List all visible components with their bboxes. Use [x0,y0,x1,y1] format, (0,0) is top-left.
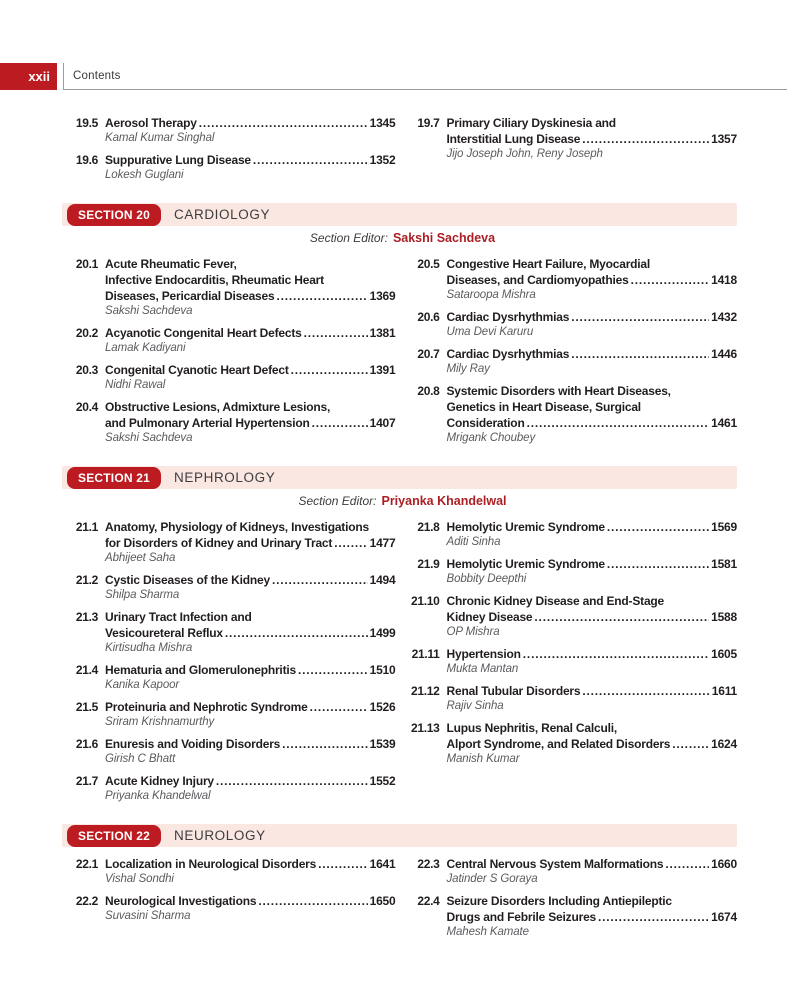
entry-number: 21.11 [411,647,440,661]
entry-body [105,256,396,318]
entry-page-number: 1660 [711,857,737,871]
dot-leader [258,893,367,909]
entry-author: Kirtisudha Mishra [105,642,193,654]
entry-number: 21.7 [75,774,98,788]
entry-page-number: 1499 [369,626,396,640]
entry-page-number: 1650 [369,894,396,908]
section-21-title: NEPHROLOGY [174,470,276,485]
entry-author: Vishal Sondhi [105,873,174,885]
entry-author: Sakshi Sachdeva [105,305,193,317]
entry-author: Rajiv Sinha [446,700,504,712]
dot-leader [607,556,709,572]
section-21-chip: SECTION 21 [67,467,161,489]
entry-body [105,773,396,803]
entry-title-text: Cardiac Dysrhythmias [446,347,570,361]
entry-title-line: Lupus Nephritis, Renal Calculi, [446,721,617,735]
entry-title-line [447,736,738,752]
section-19-left-column [68,115,396,189]
entry-body [447,256,738,302]
toc-content [0,90,787,946]
section-21 [68,466,737,810]
dot-leader [272,572,368,588]
entry-page-number: 1381 [369,326,396,340]
entry-number: 20.6 [417,310,440,324]
section-21-right-column [410,519,738,810]
dot-leader [571,346,709,362]
entry-page-number: 1581 [711,557,737,571]
toc-entry [68,736,396,766]
entry-page-number: 1611 [711,684,737,698]
entry-author: Priyanka Khandelwal [105,790,211,802]
entry-title-line [105,625,396,641]
toc-entry [410,309,738,339]
entry-author: Nidhi Rawal [105,379,166,391]
entry-author: Sriram Krishnamurthy [105,716,215,728]
toc-entry [410,346,738,376]
entry-number: 21.3 [75,610,98,624]
entry-page-number: 1352 [369,153,396,167]
entry-body [105,362,396,392]
entry-title-text: Vesicoureteral Reflux [105,626,223,640]
entry-page-number: 1357 [711,132,737,146]
section-editor-prefix: Section Editor: [298,494,377,508]
entry-title-text: Neurological Investigations [105,894,257,908]
section-editor-name: Sakshi Sachdeva [392,231,496,245]
toc-entry [410,115,738,161]
entry-title-text: Kidney Disease [446,610,533,624]
section-22-left-column [68,856,396,946]
entry-title-text: Renal Tubular Disorders [446,684,581,698]
entry-title-line: Obstructive Lesions, Admixture Lesions, [105,400,331,414]
entry-page-number: 1588 [711,610,737,624]
dot-leader [310,699,368,715]
entry-page-number: 1552 [369,774,396,788]
entry-title-text: Consideration [446,416,525,430]
entry-title-line [447,856,738,872]
section-22-right-column [410,856,738,946]
entry-author: Kanika Kapoor [105,679,180,691]
toc-entry [68,699,396,729]
section-20-chip: SECTION 20 [67,204,161,226]
entry-body [105,699,396,729]
entry-author: Mukta Mantan [446,663,519,675]
entry-number: 21.12 [410,684,440,698]
entry-page-number: 1407 [369,416,396,430]
section-21-band [62,466,737,489]
entry-title-line [105,115,396,131]
entry-title-line [105,893,396,909]
entry-page-number: 1461 [711,416,737,430]
entry-body [105,856,396,886]
section-20-left-column [68,256,396,452]
entry-title-text: Acyanotic Congenital Heart Defects [105,326,302,340]
section-22-band [62,824,737,847]
section-21-columns [68,519,737,810]
entry-title-line [447,131,738,147]
entry-title-text: Hemolytic Uremic Syndrome [446,520,605,534]
entry-title-text: Diseases, and Cardiomyopathies [446,273,629,287]
entry-title-line: Infective Endocarditis, Rheumatic Heart [105,273,324,287]
entry-page-number: 1674 [711,910,737,924]
entry-title-text: Cardiac Dysrhythmias [446,310,570,324]
entry-body [447,383,738,445]
entry-title-text: and Pulmonary Arterial Hypertension [105,416,310,430]
entry-author: OP Mishra [446,626,500,638]
toc-entry [68,325,396,355]
dot-leader [582,683,709,699]
page-header [0,63,787,90]
entry-body [105,609,396,655]
entry-title-line: Acute Rheumatic Fever, [105,257,237,271]
section-22 [68,824,737,946]
entry-title-line [447,556,738,572]
entry-number: 19.5 [75,116,98,130]
entry-page-number: 1345 [369,116,396,130]
entry-author: Jijo Joseph John, Reny Joseph [446,148,603,160]
entry-body [447,856,738,886]
section-editor-prefix: Section Editor: [309,231,388,245]
entry-title-text: Hematuria and Glomerulonephritis [105,663,296,677]
entry-author: Uma Devi Karuru [446,326,534,338]
entry-body [105,519,396,565]
entry-title-line [105,773,396,789]
entry-title-text: Hypertension [446,647,521,661]
toc-entry [68,609,396,655]
entry-title-text: Proteinuria and Nephrotic Syndrome [105,700,308,714]
entry-title-line [447,609,738,625]
entry-title-text: Enuresis and Voiding Disorders [105,737,281,751]
entry-body [105,736,396,766]
dot-leader [282,736,367,752]
entry-body [105,572,396,602]
entry-author: Shilpa Sharma [105,589,180,601]
entry-number: 20.4 [75,400,98,414]
entry-body [105,115,396,145]
entry-title-line [447,346,738,362]
entry-page-number: 1477 [369,536,396,550]
toc-entry [68,856,396,886]
entry-title-line [447,909,738,925]
toc-entry [410,519,738,549]
dot-leader [298,662,368,678]
dot-leader [199,115,368,131]
dot-leader [534,609,709,625]
dot-leader [672,736,709,752]
toc-entry [410,720,738,766]
running-head [63,63,787,90]
entry-title-text: Acute Kidney Injury [105,774,214,788]
dot-leader [598,909,709,925]
entry-author: Bobbity Deepthi [446,573,527,585]
entry-author: Lokesh Guglani [105,169,184,181]
entry-number: 20.2 [75,326,98,340]
dot-leader [312,415,368,431]
section-21-left-column [68,519,396,810]
dot-leader [253,152,368,168]
entry-page-number: 1510 [369,663,396,677]
entry-number: 21.10 [410,594,440,608]
dot-leader [527,415,710,431]
section-22-chip: SECTION 22 [67,825,161,847]
toc-entry [410,856,738,886]
toc-entry [68,152,396,182]
entry-number: 21.2 [75,573,98,587]
entry-title-line: Primary Ciliary Dyskinesia and [446,116,616,130]
toc-entry [68,115,396,145]
entry-number: 20.5 [417,257,440,271]
section-20-right-column [410,256,738,452]
entry-number: 19.6 [75,153,98,167]
entry-number: 20.3 [75,363,98,377]
entry-body [105,399,396,445]
entry-page-number: 1641 [369,857,396,871]
dot-leader [607,519,709,535]
entry-author: Girish C Bhatt [105,753,176,765]
entry-title-line [447,272,738,288]
entry-author: Sataroopa Mishra [446,289,536,301]
entry-author: Jatinder S Goraya [446,873,538,885]
toc-entry [410,256,738,302]
entry-title-text: Hemolytic Uremic Syndrome [446,557,605,571]
entry-title-line [105,415,396,431]
entry-body [105,152,396,182]
entry-page-number: 1624 [711,737,737,751]
dot-leader [276,288,367,304]
entry-title-line [447,415,738,431]
entry-title-text: Cystic Diseases of the Kidney [105,573,270,587]
entry-title-line [105,152,396,168]
toc-entry [410,683,738,713]
toc-entry [68,362,396,392]
entry-title-text: Suppurative Lung Disease [105,153,251,167]
entry-body [447,309,738,339]
entry-number: 21.9 [417,557,440,571]
entry-title-line: Genetics in Heart Disease, Surgical [446,400,641,414]
toc-entry [68,519,396,565]
entry-author: Manish Kumar [446,753,520,765]
entry-page-number: 1605 [711,647,737,661]
entry-number: 20.1 [75,257,98,271]
dot-leader [582,131,709,147]
section-20 [68,203,737,452]
dot-leader [216,773,368,789]
entry-body [105,893,396,923]
entry-title-line [447,646,738,662]
entry-title-line [105,856,396,872]
entry-page-number: 1391 [369,363,396,377]
toc-entry [68,256,396,318]
entry-number: 22.1 [75,857,98,871]
entry-title-text: Aerosol Therapy [105,116,197,130]
entry-title-text: Central Nervous System Malformations [446,857,664,871]
toc-entry [68,399,396,445]
toc-entry [410,593,738,639]
dot-leader [334,535,367,551]
entry-body [447,346,738,376]
entry-number: 21.8 [417,520,440,534]
entry-body [447,893,738,939]
entry-author: Aditi Sinha [446,536,501,548]
entry-title-line: Chronic Kidney Disease and End-Stage [446,594,665,608]
toc-entry [68,572,396,602]
toc-entry [410,893,738,939]
dot-leader [665,856,709,872]
section-20-columns [68,256,737,452]
entry-title-line [447,309,738,325]
entry-title-line [105,662,396,678]
section-22-title: NEUROLOGY [174,828,266,843]
section-19-columns [68,115,737,189]
section-19-right-column [410,115,738,189]
entry-body [447,519,738,549]
section-19-continued [68,115,737,189]
entry-author: Mrigank Choubey [446,432,536,444]
entry-title-text: Diseases, Pericardial Diseases [105,289,275,303]
entry-number: 21.5 [75,700,98,714]
entry-author: Kamal Kumar Singhal [105,132,215,144]
section-20-editor-line [68,231,737,247]
toc-entry [410,646,738,676]
entry-page-number: 1494 [369,573,396,587]
section-20-band [62,203,737,226]
entry-body [447,646,738,676]
entry-body [447,115,738,161]
entry-title-text: Congenital Cyanotic Heart Defect [105,363,289,377]
entry-title-line [105,288,396,304]
entry-title-line [447,683,738,699]
section-20-title: CARDIOLOGY [174,207,271,222]
toc-entry [68,773,396,803]
entry-number: 22.4 [417,894,440,908]
entry-number: 22.3 [417,857,440,871]
entry-page-number: 1446 [711,347,737,361]
entry-number: 20.8 [417,384,440,398]
dot-leader [304,325,368,341]
dot-leader [225,625,368,641]
entry-body [447,720,738,766]
entry-title-line [105,362,396,378]
entry-title-line: Seizure Disorders Including Antiepileptic [446,894,672,908]
entry-number: 21.13 [410,721,440,735]
dot-leader [631,272,710,288]
entry-page-number: 1432 [711,310,737,324]
entry-title-line [105,699,396,715]
entry-body [105,662,396,692]
entry-number: 22.2 [75,894,98,908]
entry-body [447,683,738,713]
entry-title-text: Drugs and Febrile Seizures [446,910,597,924]
page-number: xxii [28,69,50,84]
section-22-columns [68,856,737,946]
page-number-box [0,63,57,90]
dot-leader [523,646,709,662]
entry-page-number: 1569 [711,520,737,534]
entry-page-number: 1526 [369,700,396,714]
entry-author: Mahesh Kamate [446,926,529,938]
entry-title-text: Interstitial Lung Disease [446,132,581,146]
toc-entry [68,662,396,692]
entry-number: 21.4 [75,663,98,677]
section-21-editor-line [68,494,737,510]
section-editor-name: Priyanka Khandelwal [381,494,507,508]
entry-title-line: Systemic Disorders with Heart Diseases, [446,384,671,398]
entry-page-number: 1369 [369,289,396,303]
entry-title-line: Urinary Tract Infection and [105,610,252,624]
entry-page-number: 1418 [711,273,737,287]
entry-number: 21.1 [75,520,98,534]
entry-author: Abhijeet Saha [105,552,176,564]
entry-number: 20.7 [417,347,440,361]
dot-leader [571,309,709,325]
toc-entry [68,893,396,923]
entry-author: Lamak Kadiyani [105,342,186,354]
entry-title-line: Congestive Heart Failure, Myocardial [446,257,651,271]
running-head-title: Contents [73,70,121,82]
dot-leader [318,856,367,872]
entry-title-line [447,519,738,535]
entry-body [447,593,738,639]
entry-title-text: Alport Syndrome, and Related Disorders [446,737,671,751]
entry-author: Sakshi Sachdeva [105,432,193,444]
entry-title-text: for Disorders of Kidney and Urinary Tract [105,536,333,550]
entry-body [447,556,738,586]
entry-number: 21.6 [75,737,98,751]
entry-number: 19.7 [417,116,440,130]
entry-author: Suvasini Sharma [105,910,191,922]
toc-entry [410,383,738,445]
entry-title-line [105,572,396,588]
entry-author: Mily Ray [446,363,490,375]
entry-body [105,325,396,355]
entry-title-line: Anatomy, Physiology of Kidneys, Investigations [105,520,369,534]
dot-leader [291,362,368,378]
toc-entry [410,556,738,586]
entry-title-line [105,535,396,551]
entry-title-line [105,325,396,341]
entry-page-number: 1539 [369,737,396,751]
entry-title-line [105,736,396,752]
entry-title-text: Localization in Neurological Disorders [105,857,317,871]
